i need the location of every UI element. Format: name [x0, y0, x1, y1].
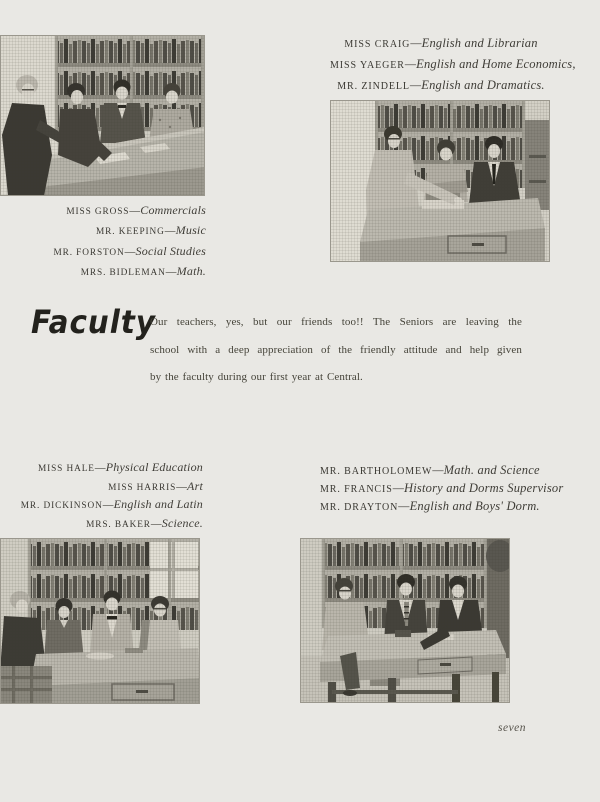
- teacher-name: MR. FORSTON: [53, 247, 125, 258]
- library-scene: [0, 538, 200, 704]
- teacher-name: MR. KEEPING: [96, 227, 165, 238]
- intro-paragraph: [150, 309, 522, 392]
- teacher-name: MRS. BIDLEMAN: [80, 267, 166, 278]
- caption-line: [20, 201, 206, 221]
- faculty-photo-bottom-right: [300, 538, 510, 703]
- caption-line: [20, 496, 203, 515]
- caption-line: [20, 515, 203, 534]
- section-heading: Faculty: [31, 303, 156, 341]
- teacher-subject: —Science.: [150, 515, 203, 530]
- teacher-name: MR. ZINDELL: [337, 81, 410, 92]
- caption-line: [20, 242, 206, 262]
- library-scene: [0, 35, 205, 196]
- caption-line: [330, 54, 576, 75]
- caption-line: [320, 462, 540, 480]
- teacher-name: MR. DRAYTON: [320, 502, 399, 513]
- caption-line: [330, 33, 552, 54]
- teacher-name: MR. BARTHOLOMEW: [320, 466, 433, 477]
- teacher-subject: —Math. and Science: [432, 463, 540, 477]
- faculty-photo-bottom-left: [0, 538, 200, 704]
- caption-line: [20, 459, 203, 478]
- caption-top-right-photo: [330, 33, 576, 96]
- teacher-subject: —History and Dorms Supervisor: [392, 481, 564, 495]
- teacher-name: MISS GROSS: [66, 207, 130, 217]
- caption-top-left-photo: [20, 201, 206, 282]
- page-number: seven: [498, 722, 527, 734]
- teacher-name: MISS YAEGER: [330, 60, 405, 71]
- intro-line: Our teachers, yes, but our friends too!! The Seniors are leaving the: [150, 316, 522, 328]
- teacher-subject: —English and Librarian: [410, 36, 538, 50]
- teacher-subject: —Music: [164, 223, 206, 238]
- intro-line: by the faculty during our first year at Central.: [150, 371, 363, 383]
- teacher-subject: —Commercials: [129, 203, 206, 217]
- teacher-name: MISS CRAIG: [344, 39, 411, 50]
- teacher-subject: —English and Latin: [102, 497, 203, 512]
- caption-line: [330, 75, 552, 96]
- faculty-photo-top-right: [330, 100, 550, 262]
- teacher-subject: —English and Home Economics,: [404, 57, 576, 71]
- teacher-subject: —Physical Education: [94, 460, 203, 474]
- caption-bottom-left-photo: [20, 459, 203, 533]
- teacher-name: MISS HARRIS: [108, 482, 177, 493]
- intro-line: school with a deep appreciation of the friendly attitude and help given: [150, 343, 522, 356]
- caption-line: [320, 498, 540, 516]
- teacher-subject: —Math.: [165, 263, 206, 278]
- teacher-subject: —Art: [176, 478, 203, 493]
- teacher-subject: —Social Studies: [124, 243, 206, 258]
- caption-line: [20, 262, 206, 282]
- caption-line: [20, 478, 203, 497]
- teacher-subject: —English and Dramatics.: [409, 78, 545, 92]
- teacher-name: MR. FRANCIS: [320, 484, 393, 495]
- library-scene: [300, 538, 510, 703]
- teacher-name: MISS HALE: [37, 464, 95, 474]
- caption-line: [20, 221, 206, 241]
- teacher-subject: —English and Boys' Dorm.: [398, 499, 540, 513]
- teacher-name: MRS. BAKER: [86, 519, 151, 530]
- caption-bottom-right-photo: [320, 462, 564, 516]
- library-scene: [330, 100, 550, 262]
- teacher-name: MR. DICKINSON: [20, 501, 103, 512]
- faculty-photo-top-left: [0, 35, 205, 196]
- caption-line: [320, 480, 564, 498]
